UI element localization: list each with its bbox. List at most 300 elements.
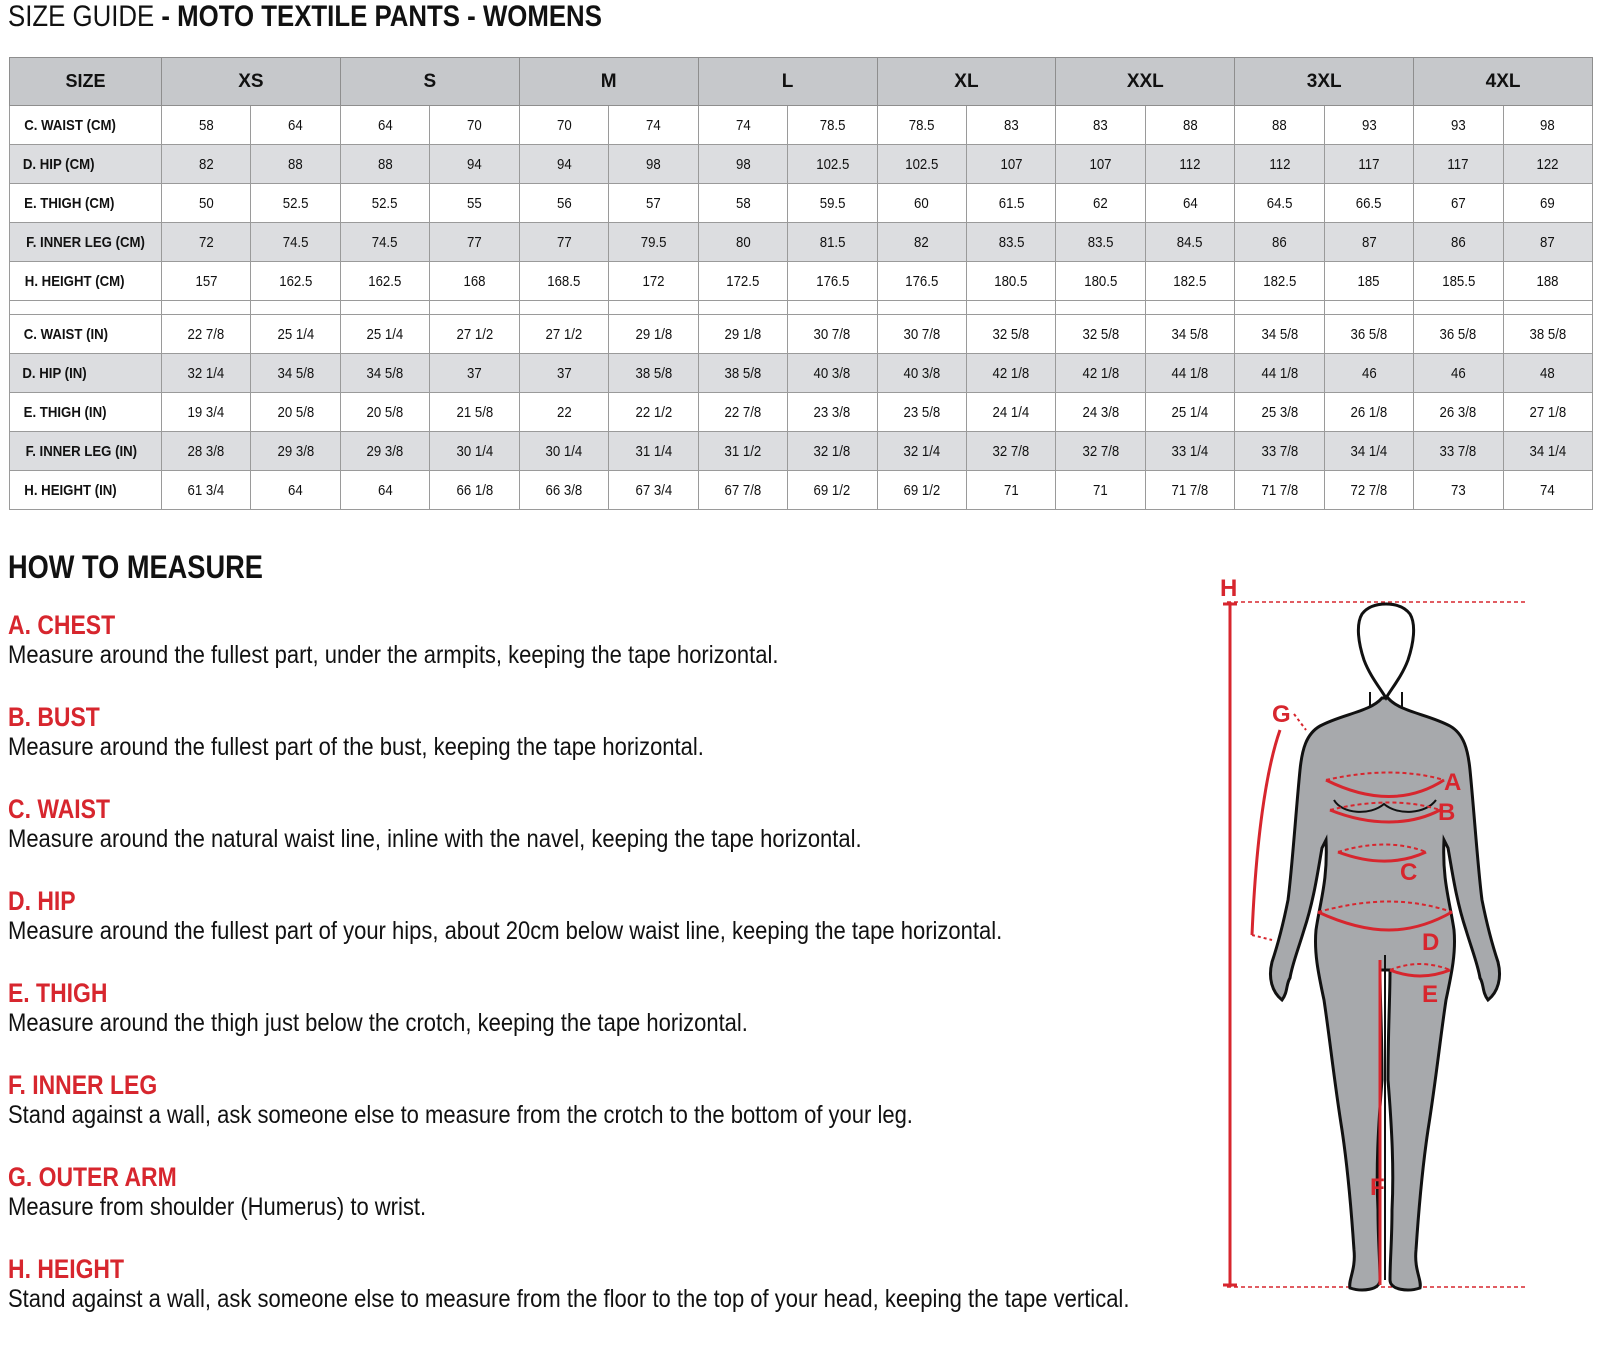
cell-value: 112 [1268, 155, 1290, 173]
table-cell [430, 432, 519, 471]
table-cell [1503, 262, 1592, 301]
table-cell [430, 393, 519, 432]
cell-value: 62 [1093, 194, 1108, 212]
spacer-cell [340, 301, 429, 315]
cell-value: 30 7/8 [813, 325, 851, 343]
cell-value: 93 [1451, 116, 1466, 134]
measure-item-description: Measure around the fullest part of your hips, about 20cm below waist line, keeping the tape horizontal. [8, 917, 1003, 945]
table-cell [609, 393, 698, 432]
size-header-label: SIZE [10, 58, 162, 106]
figure-letter-g: G [1272, 701, 1291, 728]
row-label-text: D. HIP (CM) [22, 155, 95, 173]
spacer-cell [788, 301, 877, 315]
table-cell [877, 315, 966, 354]
size-header-4xl: 4XL [1414, 58, 1593, 106]
cell-value: 88 [288, 155, 303, 173]
cell-value: 31 1/4 [635, 442, 672, 460]
table-cell [430, 184, 519, 223]
cell-value: 24 3/8 [1082, 403, 1119, 421]
cell-value: 83.5 [1087, 233, 1114, 251]
cell-value: 122 [1536, 155, 1559, 173]
cell-value: 40 3/8 [903, 364, 941, 382]
table-cell [251, 262, 340, 301]
table-cell [430, 145, 519, 184]
table-cell [1056, 184, 1145, 223]
spacer-cell [251, 301, 340, 315]
page-title [8, 0, 602, 34]
table-cell [966, 262, 1055, 301]
cell-value: 180.5 [994, 272, 1028, 290]
cell-value: 32 7/8 [1082, 442, 1119, 460]
measure-item-label: G. OUTER ARM [8, 1162, 177, 1192]
cell-value: 86 [1451, 233, 1466, 251]
cell-value: 25 1/4 [277, 325, 315, 343]
cell-value: 67 [1451, 194, 1466, 212]
cell-value: 168 [463, 272, 486, 290]
table-cell [698, 145, 787, 184]
spacer-cell [698, 301, 787, 315]
figure-letter-c: C [1400, 859, 1418, 886]
cell-value: 117 [1358, 155, 1380, 173]
table-cell [340, 262, 429, 301]
size-header-s: S [340, 58, 519, 106]
cell-value: 107 [1000, 155, 1023, 173]
table-cell [609, 106, 698, 145]
cell-value: 71 7/8 [1171, 481, 1209, 499]
cell-value: 87 [1361, 233, 1377, 251]
table-cell [966, 184, 1055, 223]
table-cell [1414, 262, 1503, 301]
table-cell [788, 262, 877, 301]
size-table [9, 57, 1593, 510]
size-header-xxl: XXL [1056, 58, 1235, 106]
table-cell [788, 393, 877, 432]
cell-value: 67 7/8 [724, 481, 762, 499]
cell-value: 20 5/8 [366, 403, 404, 421]
cell-value: 94 [467, 155, 482, 173]
cell-value: 29 3/8 [277, 442, 315, 460]
measure-item [8, 1254, 1208, 1346]
cell-value: 31 1/2 [724, 442, 762, 460]
table-cell [788, 184, 877, 223]
cell-value: 27 1/2 [456, 325, 493, 343]
cell-value: 42 1/8 [1082, 364, 1119, 382]
table-cell [1324, 471, 1413, 510]
cell-value: 172 [642, 272, 665, 290]
table-cell [251, 471, 340, 510]
cell-value: 33 7/8 [1439, 442, 1477, 460]
measure-item-description: Measure around the fullest part, under the armpits, keeping the tape horizontal. [8, 641, 779, 669]
cell-value: 27 1/2 [545, 325, 583, 343]
table-cell [1056, 354, 1145, 393]
table-cell [251, 315, 340, 354]
spacer-cell [1414, 301, 1503, 315]
spacer-cell [1145, 301, 1234, 315]
table-cell [519, 315, 608, 354]
cell-value: 98 [1540, 116, 1556, 134]
table-cell [519, 393, 608, 432]
cell-value: 23 5/8 [903, 403, 941, 421]
table-cell [340, 354, 429, 393]
title-prefix: SIZE GUIDE [8, 0, 155, 33]
cell-value: 188 [1536, 272, 1559, 290]
cell-value: 172.5 [726, 272, 760, 290]
table-cell [1414, 354, 1503, 393]
cell-value: 176.5 [815, 272, 849, 290]
cell-value: 79.5 [640, 233, 667, 251]
table-cell [698, 184, 787, 223]
table-cell [1503, 393, 1592, 432]
cell-value: 52.5 [282, 194, 309, 212]
cell-value: 58 [735, 194, 751, 212]
body-silhouette [1270, 604, 1499, 1290]
table-cell [698, 354, 787, 393]
cell-value: 48 [1540, 364, 1556, 382]
table-cell [430, 354, 519, 393]
table-cell [1503, 184, 1592, 223]
table-cell [1503, 145, 1592, 184]
cell-value: 33 7/8 [1261, 442, 1298, 460]
table-cell [609, 354, 698, 393]
cell-value: 25 1/4 [366, 325, 404, 343]
row-label [10, 262, 162, 301]
table-cell [1145, 262, 1234, 301]
table-cell [340, 184, 429, 223]
measure-item [8, 1162, 1208, 1254]
table-row [10, 145, 1593, 184]
table-cell [877, 145, 966, 184]
spacer-cell [609, 301, 698, 315]
cell-value: 38 5/8 [724, 364, 762, 382]
cell-value: 34 5/8 [1261, 325, 1298, 343]
spacer-cell [10, 301, 162, 315]
cell-value: 71 7/8 [1261, 481, 1298, 499]
table-cell [698, 262, 787, 301]
table-cell [966, 471, 1055, 510]
title-main: - MOTO TEXTILE PANTS - WOMENS [154, 0, 602, 33]
cell-value: 32 1/8 [813, 442, 851, 460]
cell-value: 69 [1540, 194, 1556, 212]
measure-item-description: Measure around the fullest part of the bust, keeping the tape horizontal. [8, 733, 704, 761]
cell-value: 77 [556, 233, 572, 251]
table-cell [340, 432, 429, 471]
cell-value: 94 [556, 155, 572, 173]
cell-value: 66 3/8 [545, 481, 583, 499]
cell-value: 32 5/8 [1082, 325, 1119, 343]
table-cell [1056, 262, 1145, 301]
cell-value: 84.5 [1177, 233, 1203, 251]
table-cell [1235, 223, 1324, 262]
cell-value: 112 [1179, 155, 1201, 173]
spacer-cell [430, 301, 519, 315]
cell-value: 22 [556, 403, 572, 421]
table-cell [1235, 354, 1324, 393]
tape-g [1252, 730, 1280, 935]
cell-value: 30 1/4 [545, 442, 583, 460]
measure-item [8, 702, 1208, 794]
row-label-text: H. HEIGHT (CM) [24, 272, 125, 290]
table-cell [251, 223, 340, 262]
table-cell [162, 184, 251, 223]
cell-value: 107 [1089, 155, 1112, 173]
cell-value: 87 [1540, 233, 1556, 251]
table-cell [698, 471, 787, 510]
cell-value: 66.5 [1356, 194, 1382, 212]
table-cell [877, 223, 966, 262]
row-label [10, 432, 162, 471]
table-cell [162, 262, 251, 301]
table-cell [1414, 145, 1503, 184]
table-cell [1056, 393, 1145, 432]
table-cell [1503, 432, 1592, 471]
table-cell [1324, 432, 1413, 471]
cell-value: 70 [467, 116, 482, 134]
figure-letter-h: H [1220, 575, 1238, 602]
row-label [10, 393, 162, 432]
table-cell [1324, 393, 1413, 432]
table-cell [609, 315, 698, 354]
cell-value: 56 [556, 194, 572, 212]
cell-value: 37 [556, 364, 572, 382]
table-cell [1503, 315, 1592, 354]
cell-value: 58 [198, 116, 214, 134]
measure-item-description: Measure around the natural waist line, inline with the navel, keeping the tape horizontal. [8, 825, 862, 853]
cell-value: 36 5/8 [1350, 325, 1388, 343]
table-cell [1235, 393, 1324, 432]
table-cell [698, 393, 787, 432]
cell-value: 71 [1003, 481, 1019, 499]
measure-item-label: B. BUST [8, 702, 100, 732]
table-cell [340, 223, 429, 262]
table-cell [1145, 432, 1234, 471]
table-cell [519, 106, 608, 145]
table-cell [788, 471, 877, 510]
cell-value: 72 7/8 [1350, 481, 1388, 499]
cell-value: 80 [735, 233, 751, 251]
table-cell [162, 471, 251, 510]
cell-value: 98 [646, 155, 661, 173]
table-cell [788, 315, 877, 354]
cell-value: 74 [735, 116, 751, 134]
table-cell [1324, 184, 1413, 223]
cell-value: 32 7/8 [992, 442, 1030, 460]
table-row [10, 471, 1593, 510]
table-cell [1056, 145, 1145, 184]
row-label [10, 354, 162, 393]
cell-value: 82 [198, 155, 214, 173]
cell-value: 185 [1357, 272, 1380, 290]
cell-value: 98 [735, 155, 751, 173]
table-cell [1324, 354, 1413, 393]
cell-value: 46 [1361, 364, 1377, 382]
spacer-cell [1235, 301, 1324, 315]
table-row [10, 262, 1593, 301]
table-cell [788, 223, 877, 262]
table-cell [519, 223, 608, 262]
measure-item-description: Measure around the thigh just below the crotch, keeping the tape horizontal. [8, 1009, 748, 1037]
cell-value: 34 5/8 [366, 364, 404, 382]
measure-item [8, 610, 1208, 702]
cell-value: 25 1/4 [1171, 403, 1209, 421]
table-row [10, 106, 1593, 145]
cell-value: 74.5 [282, 233, 309, 251]
cell-value: 30 1/4 [456, 442, 493, 460]
row-label-text: E. THIGH (IN) [23, 403, 107, 421]
table-cell [966, 223, 1055, 262]
cell-value: 59.5 [819, 194, 846, 212]
table-cell [966, 432, 1055, 471]
cell-value: 34 1/4 [1350, 442, 1388, 460]
table-cell [698, 223, 787, 262]
measure-item [8, 978, 1208, 1070]
cell-value: 44 1/8 [1171, 364, 1209, 382]
row-label-text: F. INNER LEG (CM) [26, 233, 145, 251]
table-cell [519, 184, 608, 223]
cell-value: 55 [467, 194, 482, 212]
cell-value: 21 5/8 [456, 403, 493, 421]
table-cell [1324, 315, 1413, 354]
spacer-cell [966, 301, 1055, 315]
cell-value: 52.5 [372, 194, 398, 212]
size-header-row [10, 58, 1593, 106]
cell-value: 32 5/8 [992, 325, 1030, 343]
cell-value: 69 1/2 [903, 481, 941, 499]
table-cell [1414, 106, 1503, 145]
row-label [10, 145, 162, 184]
cell-value: 32 1/4 [903, 442, 941, 460]
cell-value: 83.5 [998, 233, 1024, 251]
table-row [10, 184, 1593, 223]
cell-value: 33 1/4 [1171, 442, 1209, 460]
table-cell [519, 432, 608, 471]
table-row [10, 354, 1593, 393]
cell-value: 34 5/8 [1171, 325, 1209, 343]
table-cell [340, 106, 429, 145]
table-cell [609, 184, 698, 223]
table-cell [430, 471, 519, 510]
table-cell [877, 354, 966, 393]
table-cell [1145, 106, 1234, 145]
table-cell [877, 106, 966, 145]
table-cell [162, 106, 251, 145]
spacer-cell [1503, 301, 1592, 315]
cell-value: 82 [914, 233, 930, 251]
cell-value: 29 3/8 [366, 442, 404, 460]
table-cell [1056, 223, 1145, 262]
cell-value: 72 [198, 233, 214, 251]
how-to-measure-heading: HOW TO MEASURE [8, 549, 263, 585]
cell-value: 64 [1182, 194, 1198, 212]
table-cell [1503, 354, 1592, 393]
cell-value: 26 1/8 [1350, 403, 1388, 421]
cell-value: 67 3/4 [635, 481, 672, 499]
size-header-xl: XL [877, 58, 1056, 106]
cell-value: 86 [1272, 233, 1287, 251]
cell-value: 23 3/8 [813, 403, 851, 421]
table-cell [1145, 354, 1234, 393]
table-cell [1235, 315, 1324, 354]
table-cell [340, 471, 429, 510]
table-cell [788, 145, 877, 184]
table-cell [1414, 315, 1503, 354]
table-cell [162, 145, 251, 184]
table-cell [877, 184, 966, 223]
spacer-cell [877, 301, 966, 315]
table-cell [609, 262, 698, 301]
cell-value: 74 [1540, 481, 1556, 499]
table-cell [162, 315, 251, 354]
cell-value: 66 1/8 [456, 481, 493, 499]
spacer-cell [519, 301, 608, 315]
cell-value: 78.5 [908, 116, 935, 134]
table-cell [1145, 223, 1234, 262]
table-cell [788, 354, 877, 393]
cell-value: 20 5/8 [277, 403, 315, 421]
cell-value: 117 [1447, 155, 1469, 173]
table-cell [698, 106, 787, 145]
table-cell [1414, 471, 1503, 510]
row-label-text: F. INNER LEG (IN) [25, 442, 138, 460]
cell-value: 64 [377, 481, 393, 499]
measure-item-description: Stand against a wall, ask someone else to measure from the crotch to the bottom of your leg. [8, 1101, 913, 1129]
body-diagram [1220, 575, 1570, 1320]
table-cell [162, 223, 251, 262]
cell-value: 38 5/8 [635, 364, 672, 382]
measure-item [8, 794, 1208, 886]
cell-value: 36 5/8 [1439, 325, 1477, 343]
table-cell [519, 262, 608, 301]
measure-item [8, 1070, 1208, 1162]
size-table-body [10, 106, 1593, 510]
cell-value: 64 [288, 481, 303, 499]
table-cell [1145, 315, 1234, 354]
table-cell [162, 354, 251, 393]
size-header-l: L [698, 58, 877, 106]
row-label [10, 471, 162, 510]
table-cell [609, 223, 698, 262]
table-cell [1145, 471, 1234, 510]
table-cell [251, 145, 340, 184]
measure-item-label: H. HEIGHT [8, 1254, 125, 1284]
table-cell [1056, 106, 1145, 145]
figure-letter-b: B [1438, 799, 1456, 826]
table-cell [1235, 106, 1324, 145]
table-cell [162, 393, 251, 432]
table-row [10, 393, 1593, 432]
table-cell [788, 432, 877, 471]
table-cell [340, 393, 429, 432]
table-spacer-row [10, 301, 1593, 315]
figure-letter-d: D [1422, 929, 1440, 956]
figure-letter-a: A [1444, 769, 1462, 796]
cell-value: 182.5 [1173, 272, 1207, 290]
cell-value: 44 1/8 [1261, 364, 1298, 382]
cell-value: 64.5 [1266, 194, 1293, 212]
measure-item-label: A. CHEST [8, 610, 116, 640]
cell-value: 180.5 [1084, 272, 1118, 290]
cell-value: 185.5 [1441, 272, 1475, 290]
row-label [10, 223, 162, 262]
table-row [10, 223, 1593, 262]
cell-value: 50 [198, 194, 214, 212]
table-cell [966, 106, 1055, 145]
table-cell [1324, 223, 1413, 262]
cell-value: 22 1/2 [635, 403, 672, 421]
spacer-cell [1324, 301, 1413, 315]
table-cell [1503, 471, 1592, 510]
cell-value: 78.5 [819, 116, 846, 134]
cell-value: 25 3/8 [1261, 403, 1298, 421]
